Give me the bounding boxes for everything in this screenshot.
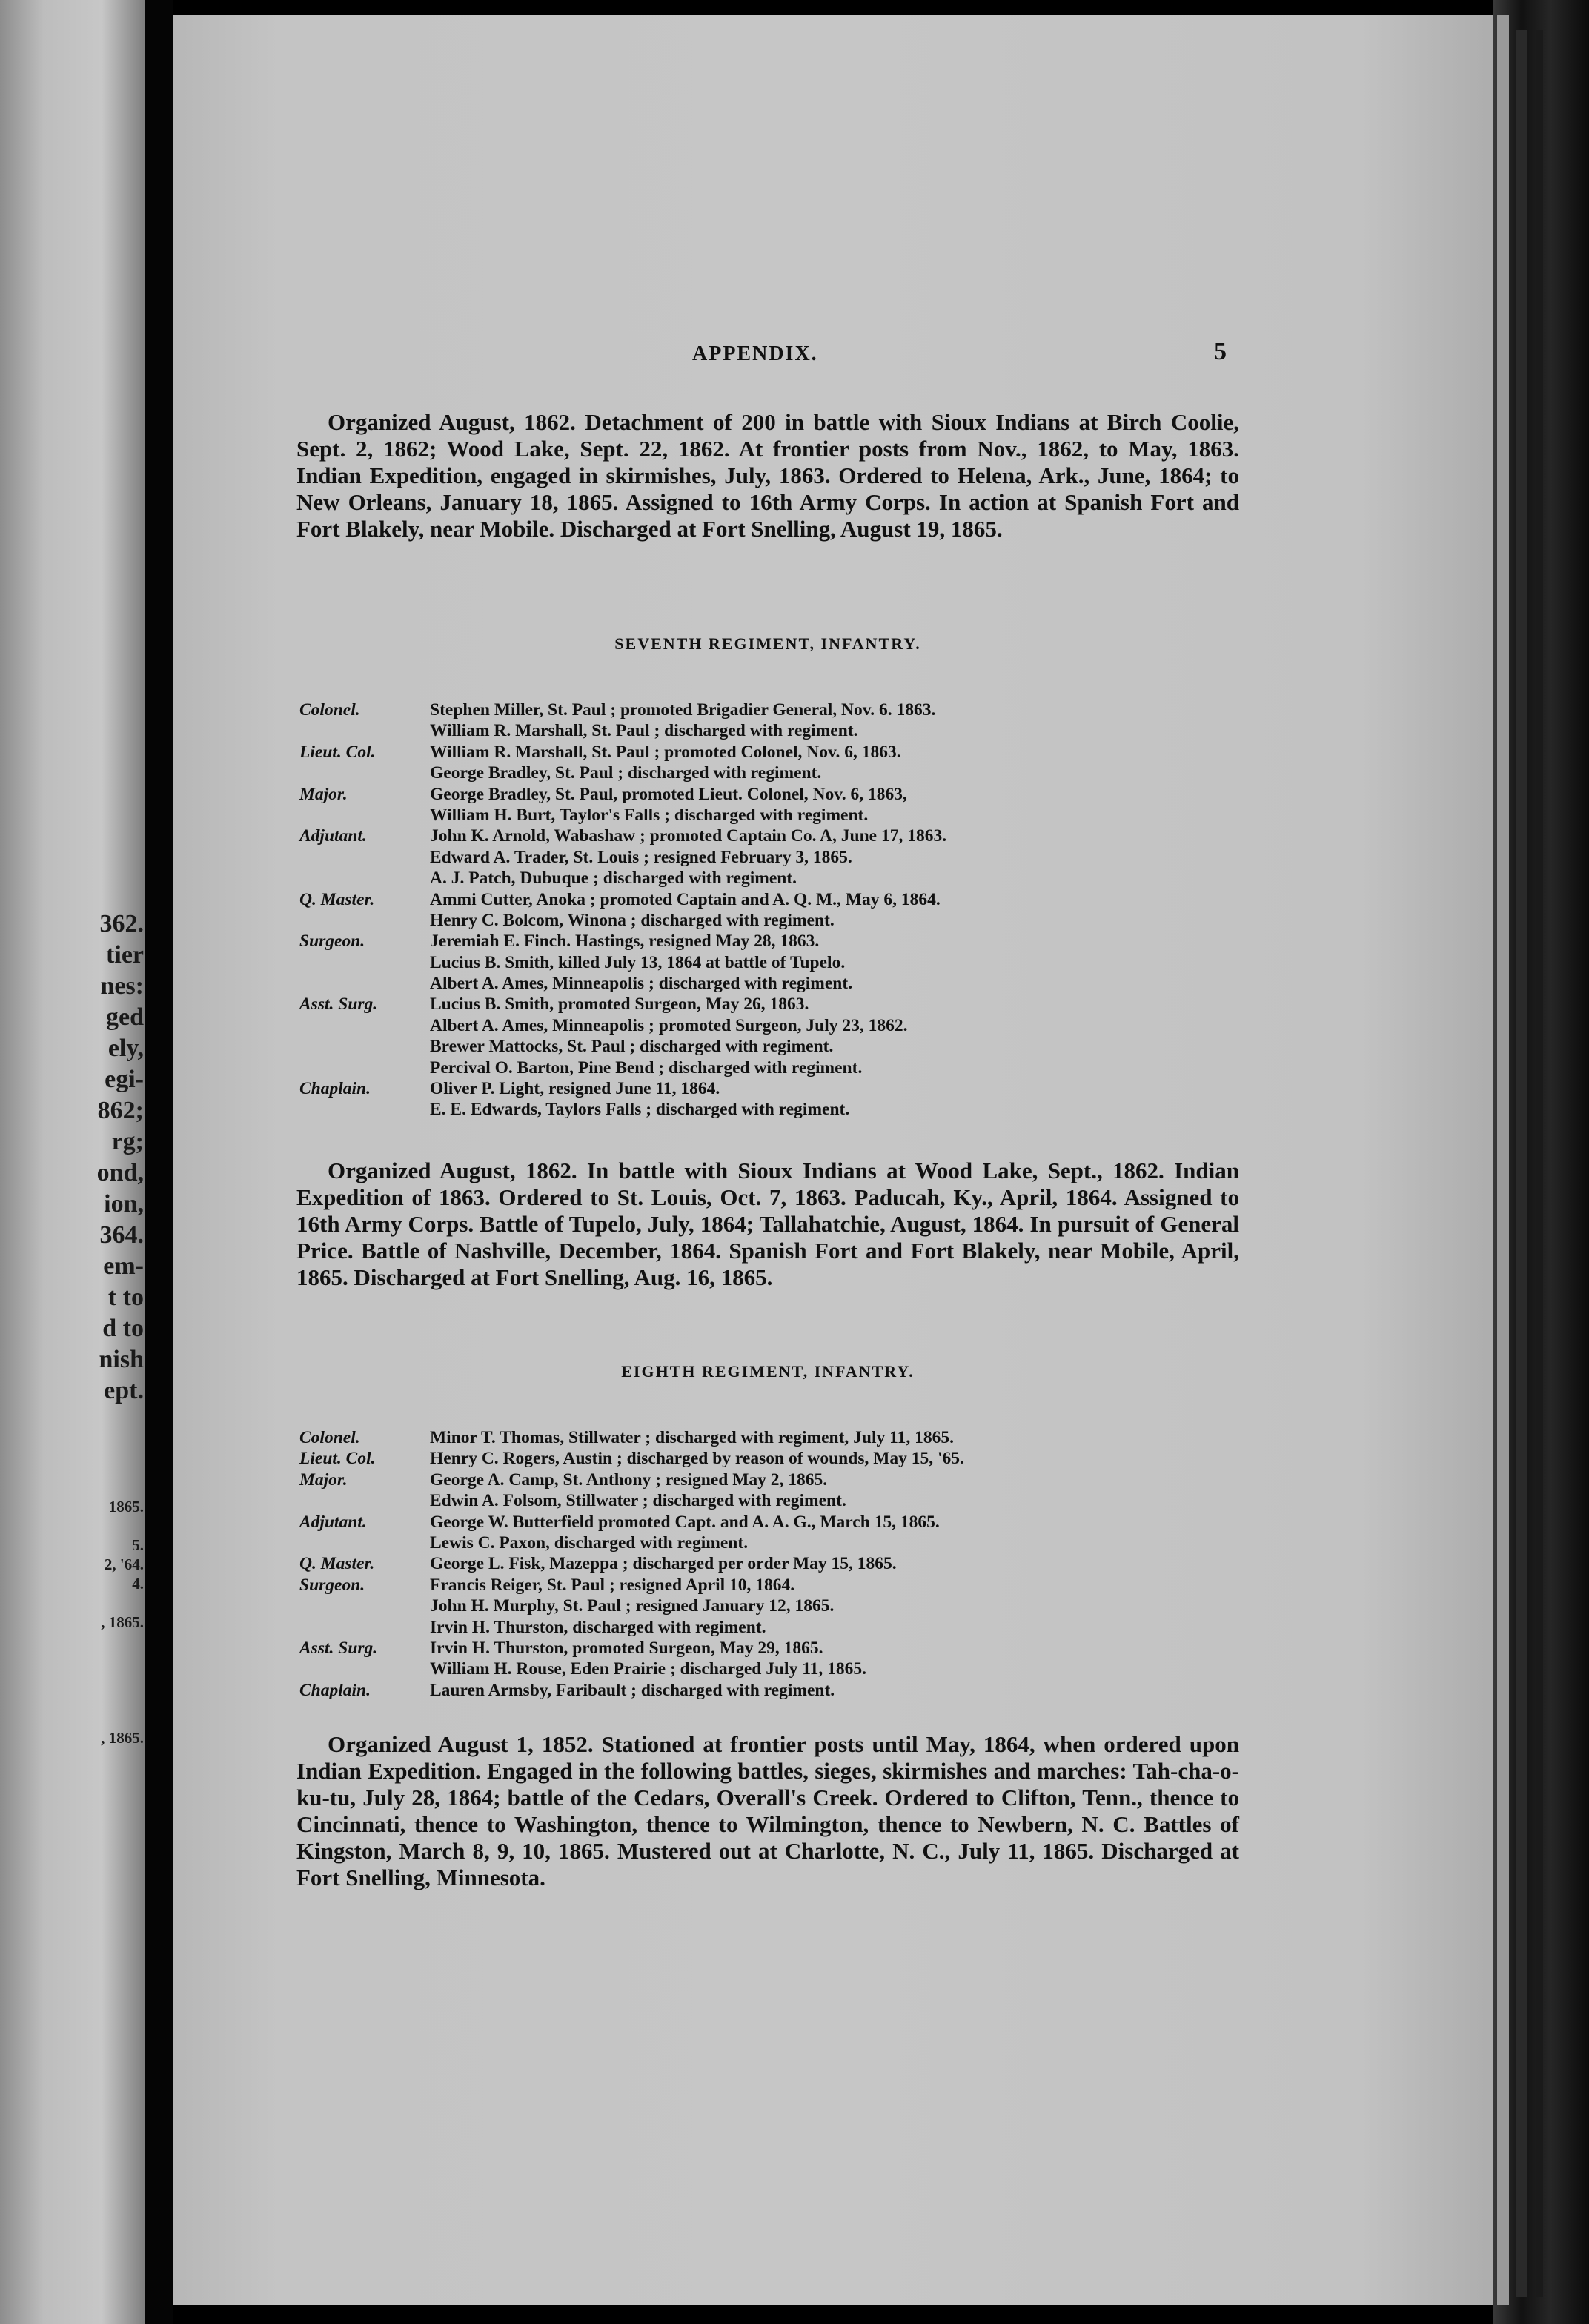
left-page-line: , 1865. bbox=[101, 1613, 144, 1631]
roster-entry bbox=[299, 1427, 1255, 1448]
officer-record: Percival O. Barton, Pine Bend ; discharged with regiment. bbox=[430, 1058, 863, 1078]
officer-rank bbox=[299, 1490, 430, 1511]
officer-record: Oliver P. Light, resigned June 11, 1864. bbox=[430, 1079, 720, 1099]
left-page-line: 2, '64. bbox=[104, 1556, 144, 1573]
left-page-line: rg; bbox=[111, 1128, 144, 1155]
left-page-line: , 1865. bbox=[101, 1729, 144, 1747]
left-page-line bbox=[0, 1670, 144, 1690]
roster-entry bbox=[299, 784, 1255, 805]
roster-entry bbox=[299, 1533, 1255, 1553]
left-page-small-fragments bbox=[0, 1497, 145, 1747]
roster-entry bbox=[299, 952, 1255, 973]
officer-record: E. E. Edwards, Taylors Falls ; discharged with regiment. bbox=[430, 1100, 850, 1120]
roster-entry bbox=[299, 1099, 1255, 1120]
seventh-regiment-roster bbox=[299, 700, 1255, 1120]
left-page-line: ept. bbox=[104, 1377, 144, 1404]
officer-rank: Asst. Surg. bbox=[299, 995, 378, 1015]
roster-entry bbox=[299, 1553, 1255, 1574]
roster-entry bbox=[299, 763, 1255, 783]
left-page-line bbox=[0, 1690, 144, 1709]
roster-entry bbox=[299, 847, 1255, 868]
left-page-line: ged bbox=[106, 1003, 144, 1031]
roster-entry bbox=[299, 973, 1255, 994]
officer-record: William H. Rouse, Eden Prairie ; discharged July 11, 1865. bbox=[430, 1659, 867, 1679]
officer-rank bbox=[299, 1058, 430, 1078]
officer-rank: Q. Master. bbox=[299, 889, 375, 909]
left-page-line: 1865. bbox=[108, 1498, 144, 1515]
left-page-line: ond, bbox=[96, 1159, 144, 1186]
roster-entry bbox=[299, 1015, 1255, 1036]
left-page-line: nes: bbox=[100, 972, 144, 1000]
officer-rank: Colonel. bbox=[299, 1428, 360, 1447]
officer-record: Stephen Miller, St. Paul ; promoted Brigadier General, Nov. 6. 1863. bbox=[430, 700, 936, 720]
officer-rank: Major. bbox=[299, 1470, 348, 1490]
left-page-line bbox=[0, 1651, 144, 1670]
roster-entry bbox=[299, 1058, 1255, 1078]
book-gutter bbox=[145, 0, 173, 2324]
left-page-line bbox=[0, 1709, 144, 1728]
officer-record: Francis Reiger, St. Paul ; resigned April 10, 1864. bbox=[430, 1575, 795, 1595]
officer-record: Lucius B. Smith, killed July 13, 1864 at battle of Tupelo. bbox=[430, 952, 846, 972]
left-page-line: ion, bbox=[104, 1190, 144, 1218]
officer-record: Edward A. Trader, St. Louis ; resigned February 3, 1865. bbox=[430, 847, 852, 867]
left-page-line: 5. bbox=[132, 1536, 144, 1554]
seventh-regiment-history-paragraph: Organized August, 1862. In battle with Sioux Indians at Wood Lake, Sept., 1862. Indian Expedition of 1863. Ordered to St. Louis, Oct. 7, 1863. Paducah, Ky., April, 1864. Assigned to 16th Army Corps. Battle of Tupelo, July, 1864; Tallahatchie, August, 1864. In pursuit of General Price. Battle of Nashville, December, 1864. Spanish Fort and Fort Blakely, near Mobile, April, 1865. Discharged at Fort Snelling, Aug. 16, 1865. bbox=[296, 1158, 1239, 1290]
roster-entry bbox=[299, 1078, 1255, 1099]
officer-record: Irvin H. Thurston, promoted Surgeon, May 29, 1865. bbox=[430, 1638, 823, 1658]
officer-rank bbox=[299, 805, 430, 826]
roster-entry bbox=[299, 889, 1255, 910]
officer-rank bbox=[299, 868, 430, 889]
officer-rank bbox=[299, 1036, 430, 1057]
officer-rank bbox=[299, 1533, 430, 1553]
officer-record: George A. Camp, St. Anthony ; resigned May 2, 1865. bbox=[430, 1470, 828, 1490]
left-page-line: ely, bbox=[107, 1035, 144, 1062]
officer-rank: Chaplain. bbox=[299, 1079, 371, 1099]
left-page-line: t to bbox=[107, 1284, 144, 1311]
roster-entry bbox=[299, 1490, 1255, 1511]
officer-record: Ammi Cutter, Anoka ; promoted Captain and A. Q. M., May 6, 1864. bbox=[430, 889, 941, 909]
officer-record: George Bradley, St. Paul, promoted Lieut. Colonel, Nov. 6, 1863, bbox=[430, 784, 907, 804]
officer-record: Henry C. Rogers, Austin ; discharged by reason of wounds, May 15, '65. bbox=[430, 1449, 964, 1469]
officer-rank: Lieut. Col. bbox=[299, 742, 376, 762]
left-page-line: 4. bbox=[132, 1575, 144, 1593]
officer-rank: Colonel. bbox=[299, 700, 360, 720]
running-title: APPENDIX. bbox=[692, 342, 818, 365]
officer-record: Minor T. Thomas, Stillwater ; discharged with regiment, July 11, 1865. bbox=[430, 1428, 954, 1447]
officer-record: Henry C. Bolcom, Winona ; discharged with regiment. bbox=[430, 910, 835, 930]
officer-record: George W. Butterfield promoted Capt. and A. A. G., March 15, 1865. bbox=[430, 1512, 940, 1532]
sixth-regiment-history-paragraph: Organized August, 1862. Detachment of 200 in battle with Sioux Indians at Birch Coolie, Sept. 2, 1862; Wood Lake, Sept. 22, 1862. At frontier posts from Nov., 1862, to May, 1863. Indian Expedition, engaged in skirmishes, July, 1863. Ordered to Helena, Ark., June, 1864; to New Orleans, January 18, 1865. Assigned to 16th Army Corps. In action at Spanish Fort and Fort Blakely, near Mobile. Discharged at Fort Snelling, August 19, 1865. bbox=[296, 409, 1239, 542]
roster-entry bbox=[299, 1512, 1255, 1533]
officer-rank: Lieut. Col. bbox=[299, 1449, 376, 1469]
book-edge bbox=[1493, 0, 1589, 2324]
officer-rank bbox=[299, 952, 430, 973]
officer-rank: Surgeon. bbox=[299, 1575, 365, 1595]
roster-entry bbox=[299, 1617, 1255, 1638]
roster-entry bbox=[299, 720, 1255, 741]
officer-rank: Chaplain. bbox=[299, 1680, 371, 1700]
left-page-line: 862; bbox=[97, 1097, 144, 1124]
roster-entry bbox=[299, 994, 1255, 1015]
officer-record: George L. Fisk, Mazeppa ; discharged per order May 15, 1865. bbox=[430, 1554, 897, 1574]
left-page-line: 364. bbox=[99, 1221, 144, 1249]
officer-record: William H. Burt, Taylor's Falls ; discharged with regiment. bbox=[430, 805, 869, 825]
officer-record: Albert A. Ames, Minneapolis ; discharged with regiment. bbox=[430, 974, 853, 994]
officer-rank bbox=[299, 1659, 430, 1679]
left-page-line bbox=[0, 1516, 144, 1536]
officer-record: John K. Arnold, Wabashaw ; promoted Captain Co. A, June 17, 1863. bbox=[430, 826, 947, 846]
officer-record: A. J. Patch, Dubuque ; discharged with regiment. bbox=[430, 869, 797, 889]
roster-entry bbox=[299, 1470, 1255, 1490]
officer-rank: Adjutant. bbox=[299, 1512, 367, 1532]
left-page-line: 362. bbox=[99, 910, 144, 937]
officer-rank bbox=[299, 910, 430, 931]
officer-rank bbox=[299, 763, 430, 783]
officer-rank bbox=[299, 1617, 430, 1638]
left-page-line: egi- bbox=[105, 1066, 144, 1093]
officer-record: William R. Marshall, St. Paul ; discharged with regiment. bbox=[430, 721, 858, 741]
officer-rank bbox=[299, 1099, 430, 1120]
eighth-regiment-heading: EIGHTH REGIMENT, INFANTRY. bbox=[621, 1362, 915, 1381]
officer-rank bbox=[299, 1596, 430, 1616]
officer-record: George Bradley, St. Paul ; discharged with regiment. bbox=[430, 763, 822, 783]
officer-record: Albert A. Ames, Minneapolis ; promoted Surgeon, July 23, 1862. bbox=[430, 1015, 908, 1035]
roster-entry bbox=[299, 1575, 1255, 1596]
officer-record: Irvin H. Thurston, discharged with regiment. bbox=[430, 1617, 766, 1637]
officer-record: John H. Murphy, St. Paul ; resigned January 12, 1865. bbox=[430, 1596, 835, 1616]
officer-rank bbox=[299, 720, 430, 741]
roster-entry bbox=[299, 1596, 1255, 1616]
roster-entry bbox=[299, 910, 1255, 931]
officer-rank: Q. Master. bbox=[299, 1554, 375, 1574]
roster-entry bbox=[299, 931, 1255, 952]
officer-record: Brewer Mattocks, St. Paul ; discharged with regiment. bbox=[430, 1037, 834, 1057]
officer-rank: Adjutant. bbox=[299, 826, 367, 846]
left-page-line: d to bbox=[102, 1315, 144, 1342]
left-page-line bbox=[0, 1632, 144, 1651]
officer-rank bbox=[299, 973, 430, 994]
officer-record: Lauren Armsby, Faribault ; discharged with regiment. bbox=[430, 1680, 835, 1700]
officer-record: Lewis C. Paxon, discharged with regiment. bbox=[430, 1533, 749, 1553]
officer-record: Jeremiah E. Finch. Hastings, resigned May 28, 1863. bbox=[430, 932, 820, 952]
roster-entry bbox=[299, 1448, 1255, 1469]
officer-rank: Surgeon. bbox=[299, 932, 365, 952]
left-page-line: tier bbox=[106, 941, 144, 969]
roster-entry bbox=[299, 1638, 1255, 1659]
roster-entry bbox=[299, 1659, 1255, 1679]
roster-entry bbox=[299, 700, 1255, 720]
officer-record: Edwin A. Folsom, Stillwater ; discharged with regiment. bbox=[430, 1491, 846, 1511]
left-facing-page bbox=[0, 0, 145, 2324]
left-page-text-fragments bbox=[0, 909, 145, 1407]
left-page-line: nish bbox=[99, 1346, 144, 1373]
officer-rank: Asst. Surg. bbox=[299, 1638, 378, 1658]
officer-rank bbox=[299, 847, 430, 868]
eighth-regiment-history-paragraph: Organized August 1, 1852. Stationed at frontier posts until May, 1864, when ordered upon Indian Expedition. Engaged in the following battles, sieges, skirmishes and marches: Tah-cha-o-ku-tu, July 28, 1864; battle of the Cedars, Overall's Creek. Ordered to Clifton, Tenn., thence to Cincinnati, thence to Washington, thence to Wilmington, thence to Newbern, N. C. Battles of Kingston, March 8, 9, 10, 1865. Mustered out at Charlotte, N. C., July 11, 1865. Discharged at Fort Snelling, Minnesota. bbox=[296, 1731, 1239, 1890]
officer-record: William R. Marshall, St. Paul ; promoted Colonel, Nov. 6, 1863. bbox=[430, 742, 901, 762]
left-page-line bbox=[0, 1593, 144, 1613]
officer-record: Lucius B. Smith, promoted Surgeon, May 26, 1863. bbox=[430, 995, 809, 1015]
roster-entry bbox=[299, 868, 1255, 889]
roster-entry bbox=[299, 826, 1255, 846]
roster-entry bbox=[299, 742, 1255, 763]
left-page-line: em- bbox=[103, 1252, 144, 1280]
seventh-regiment-heading: SEVENTH REGIMENT, INFANTRY. bbox=[614, 634, 921, 653]
eighth-regiment-roster bbox=[299, 1427, 1255, 1701]
roster-entry bbox=[299, 1680, 1255, 1701]
officer-rank: Major. bbox=[299, 784, 348, 804]
roster-entry bbox=[299, 1036, 1255, 1057]
officer-rank bbox=[299, 1015, 430, 1036]
roster-entry bbox=[299, 805, 1255, 826]
page-number: 5 bbox=[1214, 338, 1227, 365]
